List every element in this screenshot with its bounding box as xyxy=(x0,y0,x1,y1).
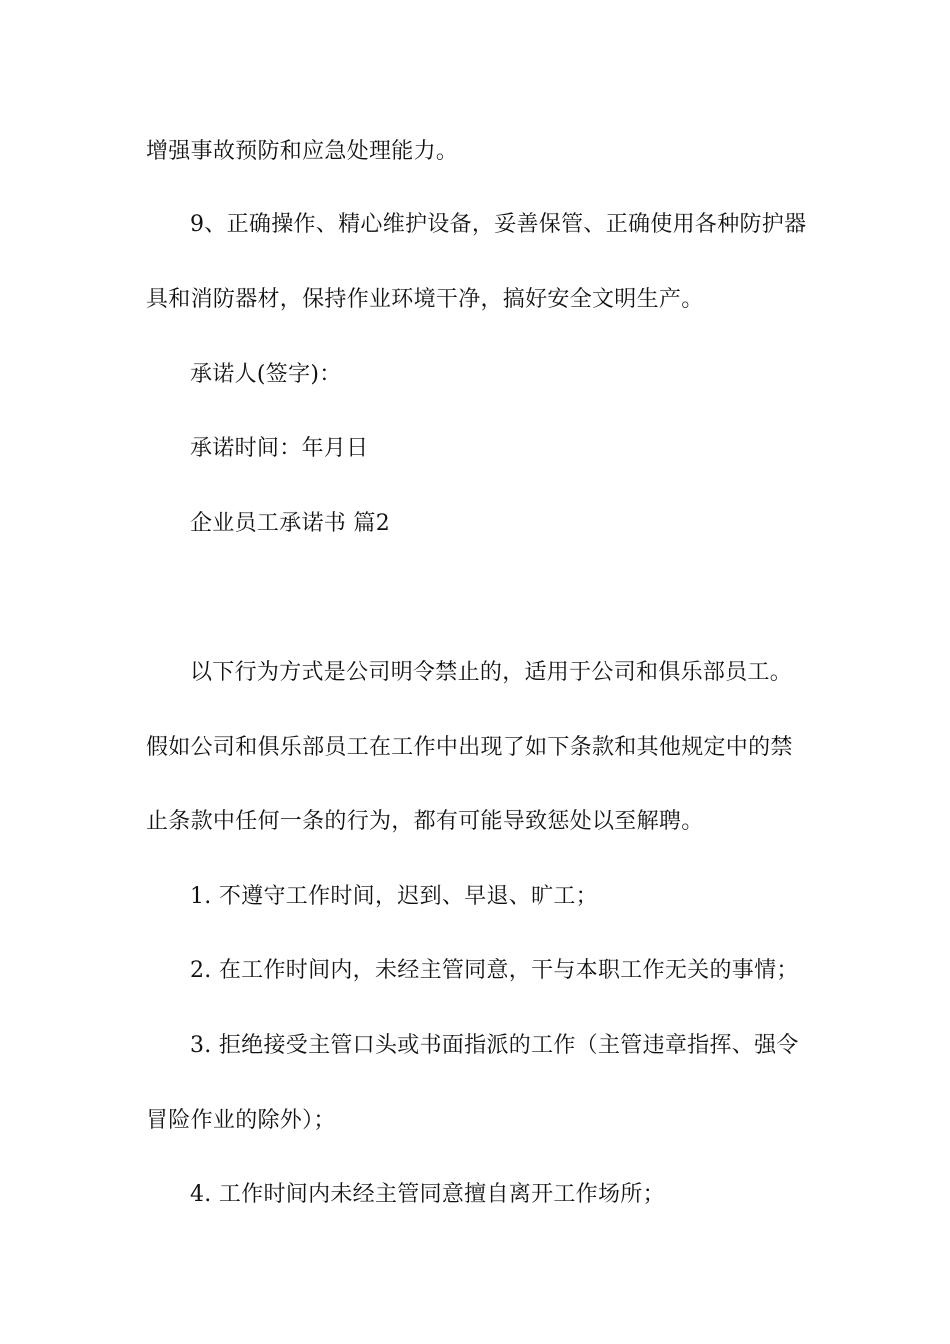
date-label: 承诺时间：年月日 xyxy=(190,436,369,461)
paragraph-line: 具和消防器材，保持作业环境干净，搞好安全文明生产。 xyxy=(146,287,704,312)
list-item-continuation: 冒险作业的除外）； xyxy=(146,1108,336,1133)
paragraph-line: 以下行为方式是公司明令禁止的，适用于公司和俱乐部员工。 xyxy=(190,660,793,685)
signature-label: 承诺人(签字)： xyxy=(190,362,342,387)
paragraph-line: 增强事故预防和应急处理能力。 xyxy=(146,139,459,164)
section-heading: 企业员工承诺书 篇2 xyxy=(190,511,390,536)
list-item: 2. 在工作时间内，未经主管同意，干与本职工作无关的事情； xyxy=(190,958,799,983)
paragraph-line: 9、正确操作、精心维护设备，妥善保管、正确使用各种防护器 xyxy=(190,212,807,237)
list-item: 1. 不遵守工作时间，迟到、早退、旷工； xyxy=(190,884,598,909)
paragraph-line: 止条款中任何一条的行为，都有可能导致惩处以至解聘。 xyxy=(146,809,704,834)
list-item: 4. 工作时间内未经主管同意擅自离开工作场所； xyxy=(190,1182,665,1207)
paragraph-line: 假如公司和俱乐部员工在工作中出现了如下条款和其他规定中的禁 xyxy=(146,735,793,760)
list-item: 3. 拒绝接受主管口头或书面指派的工作（主管违章指挥、强令 xyxy=(190,1033,799,1058)
